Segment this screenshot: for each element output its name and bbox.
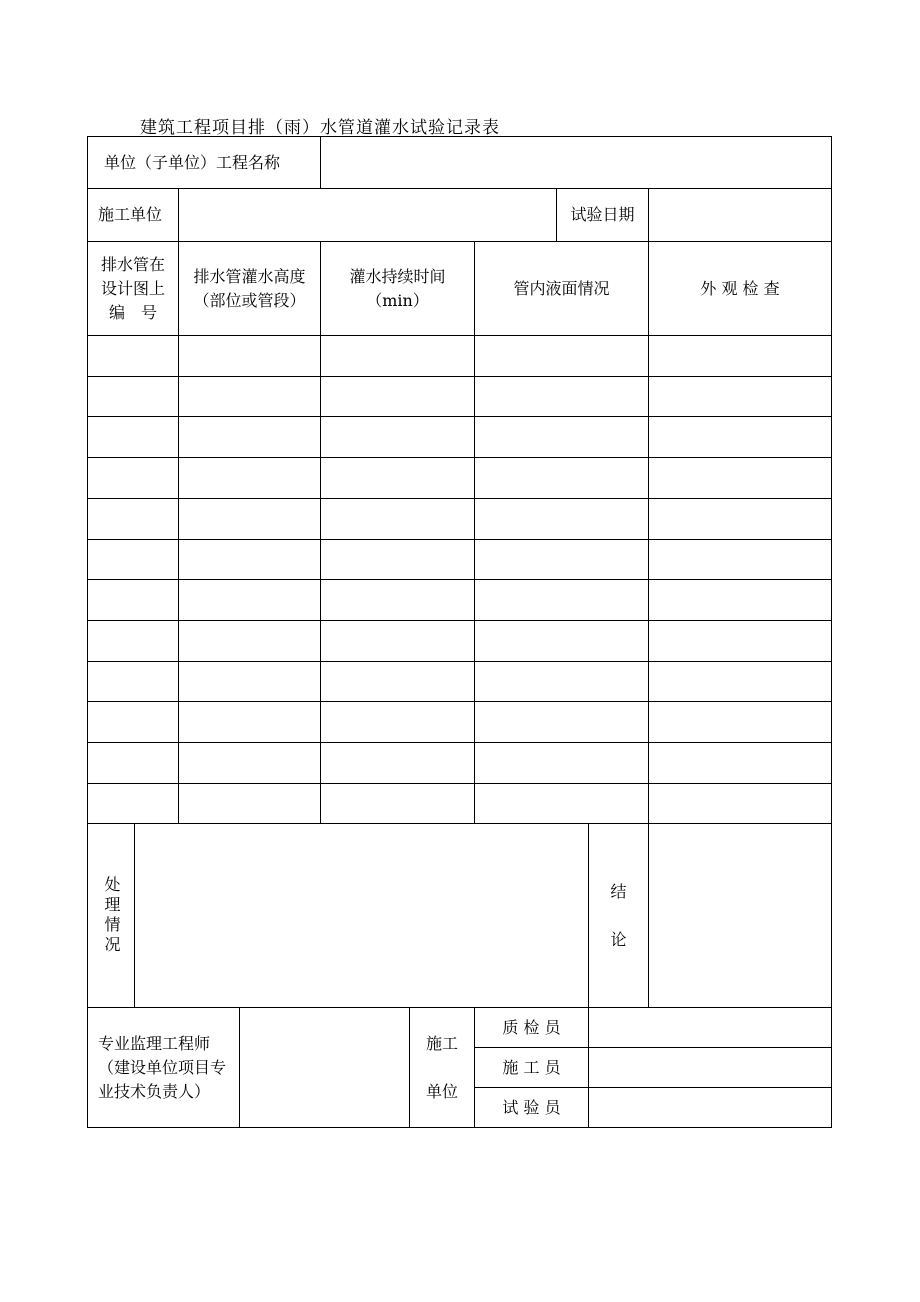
- table-row-cell[interactable]: [648, 376, 832, 417]
- table-row-cell[interactable]: [87, 457, 179, 499]
- supervisor-label: [87, 1007, 240, 1128]
- table-row-cell[interactable]: [87, 620, 179, 662]
- table-row-cell[interactable]: [87, 539, 179, 580]
- supervisor-label-line1: 专业监理工程师: [98, 1033, 211, 1053]
- quality-inspector-label: [474, 1007, 589, 1048]
- table-row-cell[interactable]: [87, 783, 179, 824]
- constructor-field[interactable]: [588, 1047, 832, 1088]
- table-row-cell[interactable]: [648, 416, 832, 458]
- tester-field[interactable]: [588, 1087, 832, 1128]
- table-row-cell[interactable]: [474, 539, 649, 580]
- header-liquid-level-text: 管内液面情况: [513, 278, 610, 298]
- table-row-cell[interactable]: [320, 783, 475, 824]
- header-duration: [320, 241, 475, 336]
- table-row-cell[interactable]: [474, 783, 649, 824]
- table-row-cell[interactable]: [320, 579, 475, 621]
- table-row-cell[interactable]: [474, 742, 649, 784]
- table-row-cell[interactable]: [87, 579, 179, 621]
- table-row-cell[interactable]: [178, 457, 321, 499]
- construction-unit-sign-line1: 施工: [425, 1033, 458, 1053]
- table-row-cell[interactable]: [178, 620, 321, 662]
- table-row-cell[interactable]: [648, 701, 832, 743]
- table-row-cell[interactable]: [320, 620, 475, 662]
- supervisor-label-line3: 业技术负责人）: [98, 1081, 211, 1101]
- table-row-cell[interactable]: [648, 783, 832, 824]
- tester-label-text: 试 验 员: [502, 1097, 561, 1117]
- project-name-label-text: 单位（子单位）工程名称: [104, 152, 281, 172]
- test-date-label: [556, 188, 649, 242]
- table-row-cell[interactable]: [648, 620, 832, 662]
- header-fill-height: [178, 241, 321, 336]
- handling-label: [87, 823, 135, 1008]
- table-row-cell[interactable]: [87, 335, 179, 377]
- project-name-field[interactable]: [320, 136, 832, 189]
- page-title: 建筑工程项目排（雨）水管道灌水试验记录表: [140, 118, 500, 138]
- table-row-cell[interactable]: [178, 539, 321, 580]
- supervisor-label-line2: （建设单位项目专: [98, 1057, 227, 1077]
- header-pipe-number-line3: 编 号: [108, 302, 157, 322]
- header-appearance-text: 外 观 检 查: [700, 278, 780, 298]
- table-row-cell[interactable]: [178, 376, 321, 417]
- conclusion-label: [588, 823, 649, 1008]
- table-row-cell[interactable]: [648, 498, 832, 540]
- table-row-cell[interactable]: [178, 416, 321, 458]
- table-row-cell[interactable]: [87, 661, 179, 702]
- table-row-cell[interactable]: [87, 416, 179, 458]
- test-date-label-text: 试验日期: [570, 205, 635, 224]
- table-row-cell[interactable]: [320, 742, 475, 784]
- supervisor-signature-field[interactable]: [239, 1007, 410, 1128]
- table-row-cell[interactable]: [320, 661, 475, 702]
- table-row-cell[interactable]: [648, 539, 832, 580]
- handling-label-text: 处理情况: [102, 875, 121, 956]
- table-row-cell[interactable]: [474, 661, 649, 702]
- header-duration-line2: （min）: [366, 290, 429, 310]
- header-liquid-level: [474, 241, 649, 336]
- construction-unit-label-text: 施工单位: [98, 205, 163, 224]
- conclusion-label-line2: 论: [610, 929, 627, 949]
- table-row-cell[interactable]: [87, 376, 179, 417]
- table-row-cell[interactable]: [87, 498, 179, 540]
- header-pipe-number: [87, 241, 179, 336]
- table-row-cell[interactable]: [178, 661, 321, 702]
- table-row-cell[interactable]: [474, 498, 649, 540]
- table-row-cell[interactable]: [474, 701, 649, 743]
- table-row-cell[interactable]: [178, 579, 321, 621]
- table-row-cell[interactable]: [320, 539, 475, 580]
- construction-unit-sign-line2: 单位: [425, 1081, 458, 1101]
- table-row-cell[interactable]: [320, 335, 475, 377]
- table-row-cell[interactable]: [474, 620, 649, 662]
- quality-inspector-field[interactable]: [588, 1007, 832, 1048]
- table-row-cell[interactable]: [87, 742, 179, 784]
- table-row-cell[interactable]: [648, 661, 832, 702]
- table-row-cell[interactable]: [178, 742, 321, 784]
- tester-label: [474, 1087, 589, 1128]
- constructor-label-text: 施 工 员: [502, 1057, 561, 1077]
- table-row-cell[interactable]: [320, 376, 475, 417]
- header-fill-height-line2: （部位或管段）: [193, 290, 306, 310]
- construction-unit-label: [87, 188, 179, 242]
- construction-unit-sign-label: [409, 1007, 475, 1128]
- table-row-cell[interactable]: [648, 335, 832, 377]
- quality-inspector-label-text: 质 检 员: [502, 1017, 561, 1037]
- table-row-cell[interactable]: [320, 498, 475, 540]
- conclusion-field[interactable]: [648, 823, 832, 1008]
- table-row-cell[interactable]: [320, 457, 475, 499]
- constructor-label: [474, 1047, 589, 1088]
- table-row-cell[interactable]: [474, 335, 649, 377]
- header-fill-height-line1: 排水管灌水高度: [193, 266, 306, 286]
- table-row-cell[interactable]: [648, 457, 832, 499]
- header-appearance: [648, 241, 832, 336]
- table-row-cell[interactable]: [474, 416, 649, 458]
- table-row-cell[interactable]: [320, 701, 475, 743]
- handling-field[interactable]: [134, 823, 589, 1008]
- table-row-cell[interactable]: [474, 376, 649, 417]
- table-row-cell[interactable]: [320, 416, 475, 458]
- table-row-cell[interactable]: [648, 579, 832, 621]
- header-pipe-number-line2: 设计图上: [100, 278, 165, 298]
- conclusion-label-line1: 结: [610, 881, 627, 901]
- header-pipe-number-line1: 排水管在: [100, 254, 165, 274]
- table-row-cell[interactable]: [178, 701, 321, 743]
- construction-unit-field[interactable]: [178, 188, 557, 242]
- test-date-field[interactable]: [648, 188, 832, 242]
- table-row-cell[interactable]: [474, 457, 649, 499]
- table-row-cell[interactable]: [178, 783, 321, 824]
- project-name-label: [87, 136, 321, 189]
- header-duration-line1: 灌水持续时间: [349, 266, 446, 286]
- table-row-cell[interactable]: [178, 335, 321, 377]
- table-row-cell[interactable]: [178, 498, 321, 540]
- table-row-cell[interactable]: [87, 701, 179, 743]
- table-row-cell[interactable]: [648, 742, 832, 784]
- table-row-cell[interactable]: [474, 579, 649, 621]
